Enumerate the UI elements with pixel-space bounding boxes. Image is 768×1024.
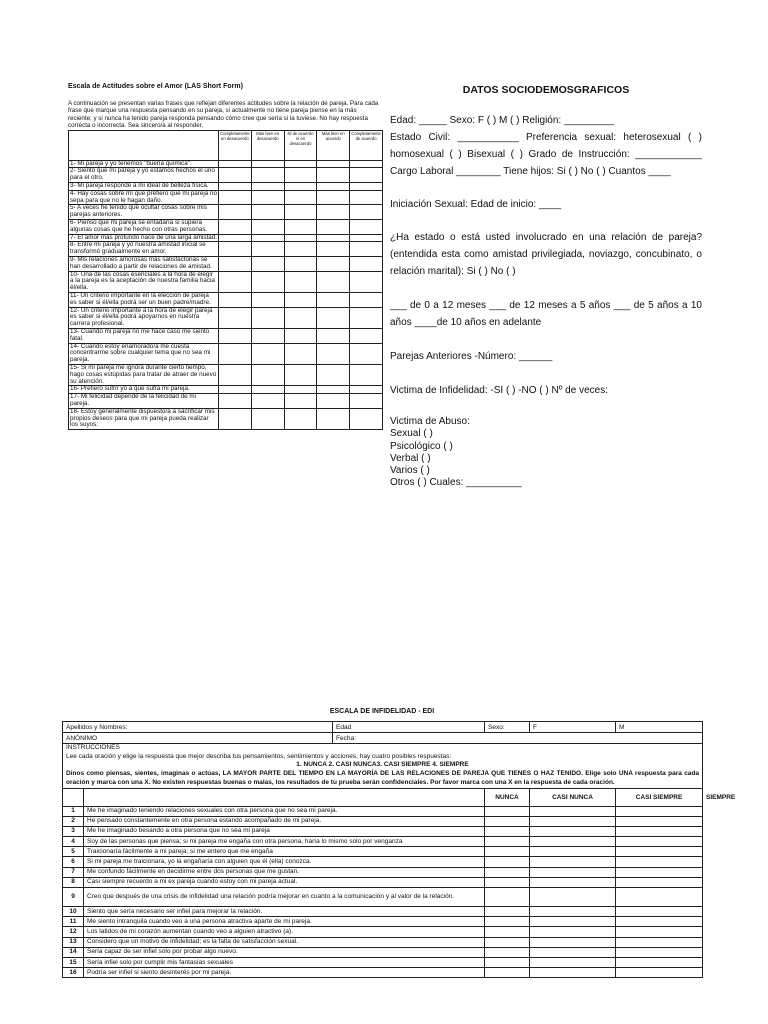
edi-answer-cell[interactable] bbox=[530, 816, 616, 826]
las-item-header bbox=[69, 130, 219, 160]
edi-row bbox=[63, 867, 703, 877]
datos-title: DATOS SOCIODEMOSGRAFICOS bbox=[462, 84, 630, 96]
las-answer-cell[interactable] bbox=[251, 160, 284, 168]
datos-estado-civil-line: Estado Civil: ___________ Preferencia sexual: heterosexual ( ) homosexual ( ) Bisexual ( ) Grado de Instrucción: ____________ Cargo Laboral ________ Tiene hijos: Si ( ) No ( ) Cuantos ____ bbox=[390, 132, 702, 177]
las-answer-cell[interactable] bbox=[317, 307, 350, 328]
las-row bbox=[69, 242, 383, 257]
las-row bbox=[69, 220, 383, 235]
edi-row bbox=[63, 907, 703, 917]
las-table bbox=[68, 130, 383, 430]
las-answer-cell[interactable] bbox=[219, 205, 252, 220]
datos-iniciacion-line: Iniciación Sexual: Edad de inicio: ____ bbox=[390, 199, 562, 210]
las-answer-cell[interactable] bbox=[251, 364, 284, 385]
las-row bbox=[69, 168, 383, 183]
apellidos-field[interactable]: Apellidos y Nombres: bbox=[63, 722, 333, 733]
las-answer-cell[interactable] bbox=[350, 190, 383, 205]
edi-item-number: 14 bbox=[63, 947, 84, 957]
edi-answer-cell[interactable] bbox=[485, 968, 530, 978]
instructions-options: 1. NUNCA 2. CASI NUNCA3. CASI SIEMPRE 4. SIEMPRE bbox=[296, 761, 469, 769]
las-title: Escala de Actitudes sobre el Amor (LAS Short Form) bbox=[68, 83, 243, 90]
las-item-text: 5- A veces he tenido que ocultar cosas sobre mis parejas anteriores. bbox=[69, 205, 219, 220]
datos-parejas-line: Parejas Anteriores -Número: ______ bbox=[390, 351, 553, 362]
las-item-text: 18- Estoy generalmente dispuesto/a a sacrificar mis propios deseos para que mi pareja pueda realizar los suyos. bbox=[69, 408, 219, 429]
edi-item-number: 3 bbox=[63, 826, 84, 836]
las-answer-cell[interactable] bbox=[251, 256, 284, 271]
las-row bbox=[69, 292, 383, 307]
edi-answer-cell[interactable] bbox=[485, 947, 530, 957]
edi-answer-cell[interactable] bbox=[530, 917, 616, 927]
edi-answer-cell[interactable] bbox=[530, 806, 616, 816]
edi-answer-cell[interactable] bbox=[530, 877, 616, 887]
edi-row bbox=[63, 968, 703, 978]
las-row bbox=[69, 394, 383, 409]
datos-abuso-list bbox=[390, 428, 702, 489]
las-answer-cell[interactable] bbox=[350, 292, 383, 307]
las-answer-cell[interactable] bbox=[251, 394, 284, 409]
edi-item-text: Casi siempre recuerdo a mi ex pareja cuando estoy con mi pareja actual. bbox=[84, 877, 485, 887]
las-answer-cell[interactable] bbox=[350, 307, 383, 328]
las-answer-cell[interactable] bbox=[284, 408, 317, 429]
edi-num-header bbox=[63, 788, 84, 806]
edi-answer-cell[interactable] bbox=[485, 927, 530, 937]
las-answer-cell[interactable] bbox=[251, 220, 284, 235]
sexo-m-option[interactable]: M bbox=[616, 722, 703, 733]
las-answer-cell[interactable] bbox=[317, 394, 350, 409]
las-answer-cell[interactable] bbox=[350, 394, 383, 409]
las-answer-cell[interactable] bbox=[284, 343, 317, 364]
las-item-text: 4- Hay cosas sobre mí que prefiero que mi pareja no sepa para que no le hagan daño. bbox=[70, 189, 218, 204]
las-answer-cell[interactable] bbox=[350, 242, 383, 257]
las-answer-cell[interactable] bbox=[251, 205, 284, 220]
las-answer-cell[interactable] bbox=[219, 234, 252, 242]
edi-row bbox=[63, 826, 703, 836]
edi-answer-cell[interactable] bbox=[485, 837, 530, 847]
edi-col-casi-siempre: CASI SIEMPRE bbox=[616, 788, 703, 806]
las-row bbox=[69, 364, 383, 385]
las-answer-cell[interactable] bbox=[317, 168, 350, 183]
las-answer-cell[interactable] bbox=[219, 408, 252, 429]
edi-table: Apellidos y Nombres: Edad Sexo: F M ANÓNIMO Fecha: INSTRUCCIONES Lee cada oración y elige la respuesta que mejor describa tus pensamientos, sentimientos y acciones, hay cuatro posibles respuestas: 1. NUNCA 2. CASI NUNCA3. CASI SIEMPRE 4. SIEMPRE Dinos como piensas, sientes, imaginas o actúas, LA MAYOR PARTE DEL TIEMPO EN LA MAYORÍA DE LAS RELACIONES DE PAREJA QUE TIENES O HAZ TENIDO. Elige solo UNA respuesta para cada oración y marca con una X. No existen respuestas buenas o malas, los resultados de tu prueba serán confidenciales. Por favor marca con una X en la respuesta de cada oración. NUNCA CASI NUNCA CASI SIEMPRE SIEMPRE 1 Me he imaginado teniendo relaciones sexuales con otra persona que no sea mi pareja. 2 He pensado constantemente en otra persona estando acompañado de mi pareja. 3 Me he imaginado besando a otra persona que no sea mi pareja 4 Soy de las personas que piensa; si mi pareja me engaña con otra persona, haría lo mismo solo por venganza 5 Traicionaría fácilmente a mi pareja; si me entero que me engaña 6 Si mi pareja me traicionara, yo la engañaría con alguien que él (ella) conozca. 7 Me confundo fácilmente en decidirme entre dos personas que me gustan. 8 Casi siempre recuerdo a mi ex pareja cuando estoy con mi pareja actual. 9 Creo que después de una crisis de infidelidad una relación podría mejorar en cuanto a la comunicación y al valor de la relación. 10 Siento que sería necesario ser infiel para mejorar la relación. 11 Me siento intranquila cuando veo a una persona atractiva aparte de mi pareja. 12 Los latidos de mi corazón aumentan cuando veo a alguien atractivo (a). 13 Considero que un motivo de infidelidad; es la falta de satisfacción sexual. 14 Sería capaz de ser infiel solo por probar algo nuevo. 15 Sería infiel solo por cumplir mis fantasías sexuales 16 Podría ser infiel si siento desinterés por mi pareja. bbox=[62, 721, 703, 978]
edi-answer-cell[interactable] bbox=[616, 888, 703, 907]
datos-infidelidad-line: Victima de Infidelidad: -SI ( ) -NO ( ) Nº de veces: bbox=[390, 385, 608, 396]
edi-answer-cell[interactable] bbox=[485, 826, 530, 836]
edi-answer-cell[interactable] bbox=[530, 947, 616, 957]
las-answer-cell[interactable] bbox=[219, 168, 252, 183]
las-answer-cell[interactable] bbox=[219, 328, 252, 343]
las-answer-cell[interactable] bbox=[317, 408, 350, 429]
edi-item-number: 13 bbox=[63, 937, 84, 947]
las-answer-cell[interactable] bbox=[317, 183, 350, 191]
las-answer-cell[interactable] bbox=[284, 160, 317, 168]
edi-answer-cell[interactable] bbox=[616, 826, 703, 836]
datos-abuso-title: Victima de Abuso: bbox=[390, 416, 470, 427]
las-answer-cell[interactable] bbox=[317, 205, 350, 220]
las-row bbox=[69, 190, 383, 205]
las-answer-cell[interactable] bbox=[219, 386, 252, 394]
las-answer-cell[interactable] bbox=[251, 328, 284, 343]
las-item-text: 16- Prefiero sufrir yo a que sufra mi pareja. bbox=[69, 386, 219, 394]
edi-item-text: Sería capaz de ser infiel solo por probar algo nuevo. bbox=[84, 947, 485, 957]
las-answer-cell[interactable] bbox=[350, 271, 383, 292]
las-answer-cell[interactable] bbox=[284, 256, 317, 271]
las-answer-cell[interactable] bbox=[284, 242, 317, 257]
las-row bbox=[69, 408, 383, 429]
edi-answer-cell[interactable] bbox=[616, 927, 703, 937]
edi-item-text: Me he imaginado besando a otra persona que no sea mi pareja bbox=[84, 826, 485, 836]
las-answer-cell[interactable] bbox=[350, 408, 383, 429]
edi-item-number: 10 bbox=[63, 907, 84, 917]
edi-title: ESCALA DE INFIDELIDAD - EDI bbox=[329, 708, 435, 715]
edi-item-number: 6 bbox=[63, 857, 84, 867]
edi-answer-cell[interactable] bbox=[616, 947, 703, 957]
datos-edad-line: Edad: _____ Sexo: F ( ) M ( ) Religión: _________ bbox=[390, 115, 615, 126]
edi-answer-cell[interactable] bbox=[530, 847, 616, 857]
edi-answer-cell[interactable] bbox=[530, 826, 616, 836]
las-row bbox=[69, 328, 383, 343]
edi-answer-cell[interactable] bbox=[485, 847, 530, 857]
las-answer-cell[interactable] bbox=[251, 307, 284, 328]
edi-item-number: 11 bbox=[63, 917, 84, 927]
las-answer-cell[interactable] bbox=[284, 386, 317, 394]
edi-col-nunca: NUNCA bbox=[485, 788, 530, 806]
las-col-header: Más bien en acuerdo bbox=[317, 130, 350, 160]
edi-item-text: Soy de las personas que piensa; si mi pareja me engaña con otra persona, haría lo mismo solo por venganza bbox=[84, 837, 485, 847]
edi-answer-cell[interactable] bbox=[485, 867, 530, 877]
edi-item-header bbox=[84, 788, 485, 806]
abuso-option: Verbal ( ) bbox=[390, 452, 431, 464]
las-answer-cell[interactable] bbox=[284, 183, 317, 191]
las-answer-cell[interactable] bbox=[284, 168, 317, 183]
las-answer-cell[interactable] bbox=[219, 271, 252, 292]
las-answer-cell[interactable] bbox=[219, 183, 252, 191]
edi-item-number: 16 bbox=[63, 968, 84, 978]
las-answer-cell[interactable] bbox=[350, 328, 383, 343]
las-col-header: Ni de acuerdo ni en desacuerdo bbox=[284, 130, 317, 160]
las-answer-cell[interactable] bbox=[251, 271, 284, 292]
las-answer-cell[interactable] bbox=[251, 292, 284, 307]
edi-item-text: He pensado constantemente en otra persona estando acompañado de mi pareja. bbox=[84, 816, 485, 826]
edi-item-text: Sería infiel solo por cumplir mis fantasías sexuales bbox=[84, 957, 485, 967]
las-answer-cell[interactable] bbox=[251, 408, 284, 429]
edi-answer-cell[interactable] bbox=[485, 957, 530, 967]
edi-item-text: Si mi pareja me traicionara, yo la engañaría con alguien que él (ella) conozca. bbox=[84, 857, 485, 867]
edi-answer-cell[interactable] bbox=[485, 917, 530, 927]
las-answer-cell[interactable] bbox=[350, 386, 383, 394]
abuso-option: Sexual ( ) bbox=[390, 428, 433, 440]
edi-answer-cell[interactable] bbox=[616, 857, 703, 867]
abuso-option: Otros ( ) Cuales: __________ bbox=[390, 477, 522, 489]
edi-answer-cell[interactable] bbox=[485, 857, 530, 867]
edi-row bbox=[63, 888, 703, 907]
las-col-header: Completamente de acuerdo bbox=[350, 130, 383, 160]
las-answer-cell[interactable] bbox=[317, 190, 350, 205]
las-col-header: Más bien en desacuerdo bbox=[251, 130, 284, 160]
edi-answer-cell[interactable] bbox=[530, 857, 616, 867]
las-answer-cell[interactable] bbox=[317, 343, 350, 364]
las-answer-cell[interactable] bbox=[251, 190, 284, 205]
las-answer-cell[interactable] bbox=[350, 205, 383, 220]
las-answer-cell[interactable] bbox=[251, 386, 284, 394]
las-answer-cell[interactable] bbox=[284, 205, 317, 220]
las-answer-cell[interactable] bbox=[317, 160, 350, 168]
las-row bbox=[69, 307, 383, 328]
edi-row bbox=[63, 917, 703, 927]
edi-answer-cell[interactable] bbox=[616, 867, 703, 877]
las-answer-cell[interactable] bbox=[219, 220, 252, 235]
las-item-text: 11- Un criterio importante en la elección de pareja es saber si él/ella podrá ser un buen padre/madre. bbox=[69, 292, 219, 307]
edi-item-number: 12 bbox=[63, 927, 84, 937]
las-item-text: 9- Mis relaciones amorosas más satisfactorias se han desarrollado a partir de relaciones de amistad. bbox=[69, 256, 219, 271]
edi-answer-cell[interactable] bbox=[616, 806, 703, 816]
las-answer-cell[interactable] bbox=[350, 168, 383, 183]
edi-row bbox=[63, 857, 703, 867]
las-item-text: 6- Pienso que mi pareja se enfadaría si supiera algunas cosas que he hecho con otras personas. bbox=[69, 220, 219, 235]
edi-answer-cell[interactable] bbox=[616, 816, 703, 826]
las-answer-cell[interactable] bbox=[350, 364, 383, 385]
abuso-option: Varios ( ) bbox=[390, 465, 430, 477]
edi-answer-cell[interactable] bbox=[616, 968, 703, 978]
edi-item-text: Creo que después de una crisis de infidelidad una relación podría mejorar en cuanto a la comunicación y al valor de la relación. bbox=[84, 888, 485, 907]
edi-row bbox=[63, 837, 703, 847]
abuso-option: Psicológico ( ) bbox=[390, 440, 453, 452]
las-answer-cell[interactable] bbox=[317, 234, 350, 242]
edi-item-text: Traicionaría fácilmente a mi pareja; si me entero que me engaña bbox=[84, 847, 485, 857]
edi-col-casi-nunca: CASI NUNCA bbox=[530, 788, 616, 806]
instructions-text-2: Dinos como piensas, sientes, imaginas o actúas, LA MAYOR PARTE DEL TIEMPO EN LA MAYORÍA DE LAS RELACIONES DE PAREJA QUE TIENES O HAZ TENIDO. Elige solo UNA respuesta para cada oración y marca con una X. No existen respuestas buenas o malas, los resultados de tu prueba serán confidenciales. Por favor marca con una X en la respuesta de cada oración. bbox=[66, 770, 700, 786]
las-answer-cell[interactable] bbox=[284, 364, 317, 385]
edi-row bbox=[63, 877, 703, 887]
las-answer-cell[interactable] bbox=[251, 343, 284, 364]
edi-answer-cell[interactable] bbox=[485, 816, 530, 826]
edi-answer-cell[interactable] bbox=[616, 917, 703, 927]
edi-item-number: 9 bbox=[63, 888, 84, 907]
edi-answer-cell[interactable] bbox=[530, 927, 616, 937]
edi-item-number: 8 bbox=[63, 877, 84, 887]
las-answer-cell[interactable] bbox=[251, 183, 284, 191]
edi-answer-cell[interactable] bbox=[485, 888, 530, 907]
edi-item-text: Podría ser infiel si siento desinterés por mi pareja. bbox=[84, 968, 485, 978]
las-row bbox=[69, 343, 383, 364]
edi-answer-cell[interactable] bbox=[530, 837, 616, 847]
instructions-label: INSTRUCCIONES bbox=[66, 744, 120, 751]
las-answer-cell[interactable] bbox=[219, 394, 252, 409]
edi-answer-cell[interactable] bbox=[485, 937, 530, 947]
las-answer-cell[interactable] bbox=[350, 220, 383, 235]
las-item-text: 15- Si mi pareja me ignora durante cierto tiempo, hago cosas estúpidas para tratar de atraer de nuevo su atención. bbox=[69, 364, 219, 385]
edi-answer-cell[interactable] bbox=[530, 888, 616, 907]
edi-answer-cell[interactable] bbox=[616, 847, 703, 857]
edi-item-number: 5 bbox=[63, 847, 84, 857]
edi-item-text: Los latidos de mi corazón aumentan cuando veo a alguien atractivo (a). bbox=[84, 927, 485, 937]
las-answer-cell[interactable] bbox=[317, 292, 350, 307]
edi-answer-cell[interactable] bbox=[485, 806, 530, 816]
las-item-text: 2- Siento que mi pareja y yo estamos hechos el uno para el otro. bbox=[69, 168, 219, 183]
sexo-f-option[interactable]: F bbox=[530, 722, 616, 733]
edi-answer-cell[interactable] bbox=[485, 877, 530, 887]
sexo-label: Sexo: bbox=[485, 722, 530, 733]
las-answer-cell[interactable] bbox=[284, 328, 317, 343]
las-row bbox=[69, 271, 383, 292]
las-answer-cell[interactable] bbox=[350, 234, 383, 242]
edi-item-text: Me he imaginado teniendo relaciones sexuales con otra persona que no sea mi pareja. bbox=[84, 806, 485, 816]
las-answer-cell[interactable] bbox=[350, 160, 383, 168]
edi-item-text: Siento que sería necesario ser infiel para mejorar la relación. bbox=[84, 907, 485, 917]
edi-answer-cell[interactable] bbox=[530, 968, 616, 978]
las-answer-cell[interactable] bbox=[219, 343, 252, 364]
edi-row bbox=[63, 947, 703, 957]
las-item-text: 3- Mi pareja responde a mi ideal de belleza física. bbox=[69, 183, 219, 191]
edi-row bbox=[63, 816, 703, 826]
edi-answer-cell[interactable] bbox=[530, 957, 616, 967]
edi-answer-cell[interactable] bbox=[530, 867, 616, 877]
las-item-text: 7- El amor más profundo nace de una larga amistad. bbox=[70, 233, 218, 241]
las-answer-cell[interactable] bbox=[317, 364, 350, 385]
edi-answer-cell[interactable] bbox=[530, 937, 616, 947]
las-answer-cell[interactable] bbox=[219, 256, 252, 271]
edi-item-number: 2 bbox=[63, 816, 84, 826]
las-answer-cell[interactable] bbox=[317, 242, 350, 257]
edi-answer-cell[interactable] bbox=[530, 907, 616, 917]
fecha-field[interactable]: Fecha: bbox=[333, 733, 703, 744]
edi-answer-cell[interactable] bbox=[616, 837, 703, 847]
datos-duracion-line: ___ de 0 a 12 meses ___ de 12 meses a 5 años ___ de 5 años a 10 años ____de 10 años en adelante bbox=[390, 300, 702, 328]
las-answer-cell[interactable] bbox=[317, 256, 350, 271]
las-section bbox=[68, 80, 382, 430]
las-answer-cell[interactable] bbox=[284, 271, 317, 292]
edi-row bbox=[63, 957, 703, 967]
edi-answer-cell[interactable] bbox=[616, 907, 703, 917]
datos-relacion-line: ¿Ha estado o está usted involucrado en una relación de pareja? (entendida esta como amistad privilegiada, noviazgo, concubinato, o relación marital): Si ( ) No ( ) bbox=[390, 232, 702, 277]
edi-section bbox=[62, 708, 736, 978]
las-answer-cell[interactable] bbox=[251, 168, 284, 183]
las-answer-cell[interactable] bbox=[350, 256, 383, 271]
las-answer-cell[interactable] bbox=[317, 220, 350, 235]
las-item-text: 1- Mi pareja y yo tenemos "buena química". bbox=[69, 160, 219, 168]
edi-item-number: 1 bbox=[63, 806, 84, 816]
instructions-text-1: Lee cada oración y elige la respuesta que mejor describa tus pensamientos, sentimientos y acciones, hay cuatro posibles respuestas: bbox=[66, 752, 452, 760]
las-item-text: 12- Un criterio importante a la hora de elegir pareja es saber si él/ella podrá apoyarnos en nuestra carrera profesional. bbox=[69, 307, 219, 328]
las-answer-cell[interactable] bbox=[317, 271, 350, 292]
edi-answer-cell[interactable] bbox=[616, 937, 703, 947]
las-answer-cell[interactable] bbox=[251, 234, 284, 242]
las-item-text: 17- Mi felicidad depende de la felicidad de mi pareja. bbox=[69, 394, 219, 409]
las-intro: A continuación se presentan varias frases que reflejan diferentes actitudes sobre la relación de pareja. Para cada frase que marque una respuesta pensando en su pareja, si actualmente no tiene pareja piense en la más reciente; y si nunca ha tenido pareja responda pensando cómo cree que sería si la tuviese. No hay respuesta correcta o incorrecta. Sea sincero/a al responder. bbox=[68, 100, 379, 130]
las-answer-cell[interactable] bbox=[284, 234, 317, 242]
las-answer-cell[interactable] bbox=[284, 307, 317, 328]
edi-item-text: Me confundo fácilmente en decidirme entre dos personas que me gustan. bbox=[84, 867, 485, 877]
las-item-text: 14- Cuando estoy enamorado/a me cuesta concentrarme sobre cualquier tema que no sea mi pareja. bbox=[69, 343, 219, 364]
las-item-text: 13- Cuando mi pareja no me hace caso me siento fatal. bbox=[69, 328, 219, 343]
edi-row bbox=[63, 937, 703, 947]
las-answer-cell[interactable] bbox=[317, 386, 350, 394]
las-answer-cell[interactable] bbox=[350, 183, 383, 191]
las-answer-cell[interactable] bbox=[219, 160, 252, 168]
las-answer-cell[interactable] bbox=[284, 220, 317, 235]
edi-answer-cell[interactable] bbox=[616, 957, 703, 967]
las-row bbox=[69, 205, 383, 220]
edi-row bbox=[63, 847, 703, 857]
edi-answer-cell[interactable] bbox=[616, 877, 703, 887]
las-item-text: 8- Entre mi pareja y yo nuestra amistad inicial se transformó gradualmente en amor. bbox=[69, 242, 219, 257]
edi-answer-cell[interactable] bbox=[485, 907, 530, 917]
las-answer-cell[interactable] bbox=[350, 343, 383, 364]
edi-item-number: 15 bbox=[63, 957, 84, 967]
las-col-header: Completamente en desacuerdo bbox=[219, 130, 252, 160]
las-answer-cell[interactable] bbox=[219, 190, 252, 205]
datos-section bbox=[390, 80, 702, 490]
las-row bbox=[69, 256, 383, 271]
instructions bbox=[63, 744, 703, 789]
las-answer-cell[interactable] bbox=[219, 292, 252, 307]
las-answer-cell[interactable] bbox=[251, 242, 284, 257]
edi-item-text: Considero que un motivo de infidelidad; es la falta de satisfacción sexual. bbox=[84, 937, 485, 947]
las-item-text: 10- Una de las cosas esenciales a la hora de elegir a la pareja es la aceptación de nuestra familia hacia él/ella. bbox=[69, 271, 219, 292]
las-answer-cell[interactable] bbox=[219, 242, 252, 257]
edi-item-number: 7 bbox=[63, 867, 84, 877]
las-answer-cell[interactable] bbox=[284, 394, 317, 409]
edi-row bbox=[63, 806, 703, 816]
edad-field[interactable]: Edad bbox=[333, 722, 485, 733]
anonimo-label: ANÓNIMO bbox=[63, 733, 333, 744]
las-answer-cell[interactable] bbox=[284, 190, 317, 205]
edi-row bbox=[63, 927, 703, 937]
las-answer-cell[interactable] bbox=[219, 307, 252, 328]
edi-item-number: 4 bbox=[63, 837, 84, 847]
las-answer-cell[interactable] bbox=[219, 364, 252, 385]
las-answer-cell[interactable] bbox=[317, 328, 350, 343]
las-answer-cell[interactable] bbox=[284, 292, 317, 307]
edi-item-text: Me siento intranquila cuando veo a una persona atractiva aparte de mi pareja. bbox=[84, 917, 485, 927]
